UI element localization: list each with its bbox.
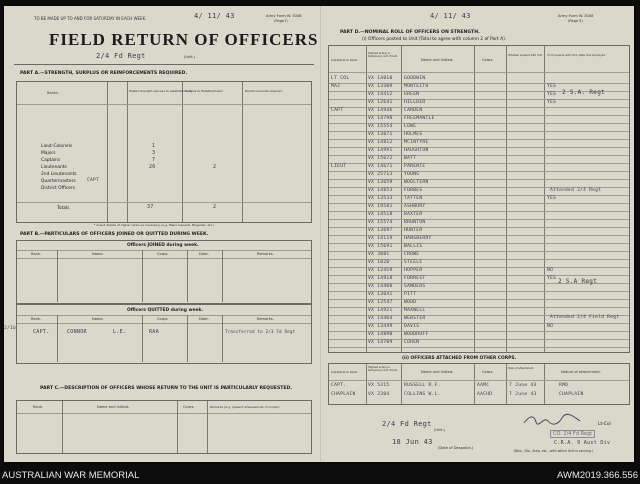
roll-cell: YES: [547, 92, 557, 97]
part-c-heading: PART C.—DESCRIPTION OF OFFICERS WHOSE RETURN TO THE UNIT IS PARTICULARLY REQUESTED.: [40, 386, 293, 391]
officer-number: VX 14518: [368, 212, 393, 217]
quitted-name: CONNOR: [67, 329, 87, 335]
officer-name: TATTEN: [404, 196, 423, 201]
col-rank: Rank.: [31, 317, 42, 321]
officer-number: VX 14400: [368, 284, 393, 289]
officer-number: VX 12459: [368, 268, 393, 273]
officer-name: FORBES: [404, 188, 423, 193]
rank-value: 7: [152, 157, 156, 163]
rank-value-total: 37: [147, 204, 154, 210]
co-stamp: CO. 2/4 Fd Regt: [550, 430, 595, 438]
officer-name: GOODWIN: [404, 76, 426, 81]
officer-name: HOLMES: [404, 132, 423, 137]
date-handwritten: 4/ 11/ 43: [194, 12, 235, 20]
officer-name: PITT: [404, 292, 417, 297]
col-substantive: Substantive Rank.: [331, 58, 359, 62]
officer-name: MCINTYRE: [404, 140, 429, 145]
part-a-table: [16, 81, 312, 223]
surplus-value: 2: [213, 164, 217, 170]
rank-label: Lieut-Colonels: [41, 144, 73, 149]
officer-name: WOOLTERN: [404, 180, 429, 185]
col-date: Date.: [199, 252, 209, 256]
officer-number: VX 13309: [368, 84, 393, 89]
rank-value: 3: [152, 150, 156, 156]
officer-number: VX 14709: [368, 340, 393, 345]
officer-name: LOWE: [404, 124, 417, 129]
officer-number: VX 14946: [368, 108, 393, 113]
quitted-initials: L.E.: [113, 329, 127, 335]
col-nature: Nature of attachment.: [561, 370, 601, 374]
col-name: Name.: [92, 252, 104, 256]
part-a-heading: PART A.—STRENGTH, SURPLUS OR REINFORCEMENTS REQUIRED.: [20, 71, 188, 76]
form-number: Army Form W. 3008: [558, 14, 594, 18]
officer-number: VX 19581: [368, 204, 393, 209]
quitted-rank: CAPT.: [33, 329, 50, 335]
rank-label: Majors: [41, 151, 56, 156]
officer-number: VX 13449: [368, 324, 393, 329]
officer-number: VX 13871: [368, 132, 393, 137]
attached-cell: VX 2304: [368, 392, 390, 397]
col-name: Name.: [92, 317, 104, 321]
col-posted: Posted strength (excess to establishment): [129, 89, 193, 93]
col-ranks: Ranks.: [47, 91, 59, 95]
rank-label: Quartermasters: [41, 179, 76, 184]
officer-number: VX 14119: [368, 236, 393, 241]
attached-name: RUSSELL R.F.: [404, 383, 441, 388]
officer-number: VX 14991: [368, 148, 393, 153]
part-c-table: [16, 400, 312, 454]
officer-name: WEBSTER: [404, 316, 426, 321]
rank-value: 26: [149, 164, 156, 170]
joined-label: Officers JOINED during week.: [127, 243, 199, 248]
col-name: Name and Initials.: [97, 405, 130, 409]
attached-cell: VX 5315: [368, 383, 390, 388]
officer-number: VX 15554: [368, 124, 393, 129]
officer-name: CROWE: [404, 252, 420, 257]
roll-cell: NO: [547, 268, 554, 273]
side-note: Attended 2/4 Regt: [550, 188, 602, 193]
officer-number: VX 14918: [368, 276, 393, 281]
officer-name: WOODRUFF: [404, 332, 429, 337]
unit-handwritten: 2/4 Fd Regt: [382, 420, 432, 428]
officer-number: VX 14812: [368, 140, 393, 145]
signature-footer: (Bde., Div., Area, etc., with which Unit is serving.): [514, 449, 593, 453]
attached-table: [328, 363, 630, 405]
col-employed: If not present with Unit, state how employed.: [547, 54, 606, 57]
col-date: Date.: [199, 317, 209, 321]
officer-name: GREEN: [404, 92, 420, 97]
officer-number: VX 14412: [368, 92, 393, 97]
page-title: FIELD RETURN OF OFFICERS: [49, 30, 319, 49]
page-two: [322, 6, 634, 462]
attached-cell: 7 June 43: [509, 383, 537, 388]
quitted-side-note: 2/1b: [4, 326, 17, 331]
attached-cell: CHAPLAIN: [559, 392, 584, 397]
officer-number: VX 14853: [368, 188, 393, 193]
col-remarks: Remarks.: [257, 252, 274, 256]
attached-cell: AACHD: [477, 392, 493, 397]
col-present: Whether present with Unit: [508, 54, 543, 57]
attached-cell: AAMC: [477, 383, 490, 388]
col-name: Name and Initials.: [421, 370, 454, 374]
officer-number: VX 15574: [368, 220, 393, 225]
col-date-attachment: Date of attachment.: [508, 367, 535, 370]
dispatch-date-label: (Date of Despatch.): [438, 446, 474, 450]
page-one: [4, 6, 320, 462]
quartermaster-hand: CAPT: [87, 178, 100, 183]
part-b-heading: PART B.—PARTICULARS OF OFFICERS JOINED OR QUITTED DURING WEEK.: [20, 232, 209, 237]
officer-name: FREEMANTLE: [404, 116, 435, 121]
attached-cell: RMO: [559, 383, 569, 388]
rank-label: Lieutenants: [41, 165, 67, 170]
officer-number: VX 15672: [368, 156, 393, 161]
roll-cell: LT COL: [331, 76, 350, 81]
section-ii-heading: (ii) OFFICERS ATTACHED FROM OTHER CORPS.: [402, 356, 517, 361]
officer-name: WOOD: [404, 300, 417, 305]
officer-number: VX 1020: [368, 260, 390, 265]
officer-name: HAUGHTON: [404, 148, 429, 153]
officer-name: WATT: [404, 156, 417, 161]
officer-name: DAVIS: [404, 324, 420, 329]
officer-number: VX 14010: [368, 76, 393, 81]
col-surplus: Surplus to Establishment.: [185, 89, 224, 93]
quitted-table: [16, 304, 312, 364]
officer-number: VX 12641: [368, 100, 393, 105]
quitted-label: Officers QUITTED during week.: [127, 308, 204, 313]
dispatch-date-handwritten: 18 Jun 43: [392, 438, 433, 446]
rank-label: 2nd Lieutenants: [41, 172, 77, 177]
roll-cell: YES: [547, 196, 557, 201]
officer-number: VX 13659: [368, 180, 393, 185]
officer-number: VX 14921: [368, 308, 393, 313]
col-remarks: Remarks.: [257, 317, 274, 321]
form-number: Army Form W. 3008: [266, 14, 302, 18]
roll-cell: NO: [547, 324, 554, 329]
archive-name: AUSTRALIAN WAR MEMORIAL: [2, 470, 140, 481]
officer-number: VX 14464: [368, 316, 393, 321]
col-corps: Corps.: [157, 317, 169, 321]
col-remarks: Remarks (e.g. present whereabouts, if known).: [210, 405, 281, 409]
officer-name: FORREST: [404, 276, 426, 281]
date-handwritten: 4/ 11/ 43: [430, 12, 471, 20]
officer-name: STEELE: [404, 260, 423, 265]
col-rank: Rank.: [31, 252, 42, 256]
roll-cell: YES: [547, 276, 557, 281]
divider: [14, 64, 314, 65]
col-corps: Corps.: [482, 58, 494, 62]
quitted-remarks: Transferred to 2/3 Fd Regt: [225, 329, 296, 334]
officer-number: VX 14671: [368, 164, 393, 169]
officer-name: HILLDER: [404, 100, 426, 105]
officer-name: YOUNG: [404, 172, 420, 177]
roll-cell: CAPT: [331, 108, 344, 113]
officer-name: PARENTE: [404, 164, 426, 169]
roll-cell: YES: [547, 100, 557, 105]
attached-cell: CHAPLAIN: [331, 392, 356, 397]
rank-label: District Officers: [41, 186, 76, 191]
part-d-heading: PART D.—NOMINAL ROLL OF OFFICERS ON STRENGTH.: [340, 30, 480, 35]
roll-cell: YES: [547, 84, 557, 89]
col-corps: Corps.: [157, 252, 169, 256]
officer-number: VX 13697: [368, 228, 393, 233]
officer-name: HUNTER: [404, 228, 423, 233]
col-substantive: Substantive Rank.: [331, 370, 359, 374]
section-i-heading: (i) Officers posted to Unit (Total to agree with column 2 of Part A).: [362, 37, 507, 42]
quitted-corps: RAA: [149, 329, 159, 335]
officer-name: HOPPER: [404, 268, 423, 273]
officer-number: VX 15691: [368, 244, 393, 249]
archive-id: AWM2019.366.556: [557, 470, 638, 481]
officer-name: SANDERS: [404, 284, 426, 289]
officer-number: VX 25713: [368, 172, 393, 177]
rank-label-totals: Totals: [57, 206, 70, 211]
col-reinforcements: Reinforcements required: [245, 89, 283, 93]
rank-label: Captains: [41, 158, 61, 163]
officer-name: COHEN: [404, 340, 420, 345]
archive-footer: [0, 466, 640, 484]
officer-name: BAXTER: [404, 212, 423, 217]
attached-cell: CAPT.: [331, 383, 347, 388]
attached-cell: 7 June 43: [509, 392, 537, 397]
attached-name: COLLINS W.L.: [404, 392, 441, 397]
side-note: 2 S.A Regt: [558, 278, 598, 285]
bde-handwritten: C.R.A. 9 Aust Div: [554, 440, 611, 446]
roll-cell: MAJ: [331, 84, 341, 89]
col-corps: Corps.: [482, 370, 494, 374]
officer-number: VX 13041: [368, 292, 393, 297]
officer-name: MAXWELL: [404, 308, 426, 313]
unit-handwritten: 2/4 Fd Regt: [96, 52, 146, 60]
officer-name: WALLIS: [404, 244, 423, 249]
officer-name: CARDEN: [404, 108, 423, 113]
unit-label: (Unit.): [434, 428, 446, 432]
unit-label: (Unit.): [184, 55, 196, 59]
col-corps: Corps.: [183, 405, 195, 409]
joined-table: [16, 240, 312, 304]
col-rank: Rank.: [33, 405, 44, 409]
signature: [522, 412, 582, 426]
col-name: Name and Initials.: [421, 58, 454, 62]
officer-name: ASHBURY: [404, 204, 426, 209]
col-acting: Highest acting or temporary rank if held.: [368, 366, 398, 372]
officer-name: BRUNTON: [404, 220, 426, 225]
officer-number: VX 12547: [368, 300, 393, 305]
officer-name: MONTEITH: [404, 84, 429, 89]
document-sheet: [4, 6, 634, 462]
col-acting: Highest acting or temporary rank if held.: [368, 52, 398, 58]
page-number: (Page II): [568, 19, 583, 23]
side-note: Attended 2/4 Field Regt: [550, 315, 620, 320]
footnote: * Insert details of higher ranks as necessary (e.g. Major-General, Brigadier, etc.): [94, 223, 215, 227]
officer-name: HANSBERRY: [404, 236, 432, 241]
signature-rank: Lt-Col: [598, 422, 611, 427]
officer-number: VX 14798: [368, 116, 393, 121]
side-note: 2 S.A. Regt: [562, 89, 606, 96]
page-number: (Page I): [274, 19, 288, 23]
officer-number: VX 14890: [368, 332, 393, 337]
roll-cell: LIEUT: [331, 164, 347, 169]
surplus-value-total: 2: [213, 204, 217, 210]
header-note: TO BE MADE UP TO AND FOR SATURDAY IN EACH WEEK.: [34, 16, 147, 21]
rank-value: 1: [152, 143, 156, 149]
officer-number: VX 3881: [368, 252, 390, 257]
officer-number: VX 13533: [368, 196, 393, 201]
